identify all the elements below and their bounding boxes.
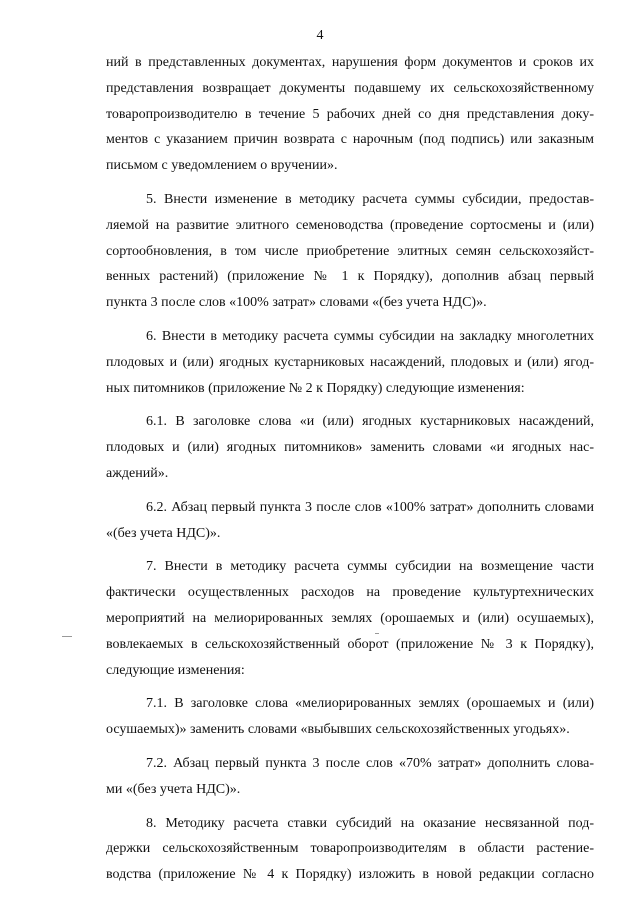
text-line: сортообновления, в том числе приобретение элитных семян сельскохозяйст- bbox=[106, 243, 594, 259]
text-line: плодовых и (или) ягодных питомников» заменить словами «и ягодных нас- bbox=[106, 440, 594, 456]
text-line: 6.2. Абзац первый пункта 3 после слов «100% затрат» дополнить словами bbox=[146, 499, 594, 515]
text-line: 7.2. Абзац первый пункта 3 после слов «70% затрат» дополнить слова- bbox=[146, 755, 594, 771]
text-line: ми «(без учета НДС)». bbox=[106, 781, 241, 797]
text-line: венных растений) (приложение № 1 к Порядку), дополнив абзац первый bbox=[106, 269, 594, 285]
text-line: аждений». bbox=[106, 465, 169, 481]
text-line: «(без учета НДС)». bbox=[106, 525, 221, 541]
text-line: 5. Внести изменение в методику расчета суммы субсидии, предостав- bbox=[146, 191, 594, 207]
text-line: мероприятий на мелиорированных землях (орошаемых и (или) осушаемых), bbox=[106, 610, 594, 626]
text-line: ляемой на развитие элитного семеноводства (проведение сортосмены и (или) bbox=[106, 217, 594, 233]
document-body bbox=[106, 50, 594, 888]
text-line: 6. Внести в методику расчета суммы субсидии на закладку многолетних bbox=[146, 328, 594, 344]
paragraph bbox=[106, 751, 594, 803]
text-line: фактически осуществленных расходов на проведение культуртехнических bbox=[106, 585, 594, 601]
paragraph bbox=[106, 691, 594, 743]
text-line: ментов с указанием причин возврата с нарочным (под подпись) или заказным bbox=[106, 132, 594, 148]
scan-artifact-mark bbox=[62, 636, 72, 637]
paragraph bbox=[106, 409, 594, 486]
paragraph bbox=[106, 811, 594, 888]
scan-artifact-mark bbox=[375, 633, 379, 634]
paragraph bbox=[106, 324, 594, 401]
paragraph bbox=[106, 187, 594, 316]
text-line: держки сельскохозяйственным товаропроизводителям в области растение- bbox=[106, 841, 594, 857]
text-line: вовлекаемых в сельскохозяйственный оборот (приложение № 3 к Порядку), bbox=[106, 636, 594, 652]
paragraph bbox=[106, 50, 594, 179]
text-line: ных питомников (приложение № 2 к Порядку) следующие изменения: bbox=[106, 380, 525, 396]
text-line: следующие изменения: bbox=[106, 662, 245, 678]
text-line: 8. Методику расчета ставки субсидий на оказание несвязанной под- bbox=[146, 815, 594, 831]
text-line: представления возвращает документы подавшему их сельскохозяйственному bbox=[106, 80, 594, 96]
text-line: ний в представленных документах, нарушения форм документов и сроков их bbox=[106, 55, 594, 70]
page-number: 4 bbox=[316, 28, 324, 43]
text-line: 7. Внести в методику расчета суммы субсидии на возмещение части bbox=[146, 559, 594, 575]
text-line: пункта 3 после слов «100% затрат» словами «(без учета НДС)». bbox=[106, 295, 487, 311]
text-line: 7.1. В заголовке слова «мелиорированных землях (орошаемых и (или) bbox=[146, 696, 594, 712]
text-line: осушаемых)» заменить словами «выбывших сельскохозяйственных угодьях». bbox=[106, 722, 570, 738]
text-line: письмом с уведомлением о вручении». bbox=[106, 158, 338, 174]
text-line: товаропроизводителю в течение 5 рабочих дней со дня представления доку- bbox=[106, 106, 594, 122]
paragraph bbox=[106, 495, 594, 547]
text-line: 6.1. В заголовке слова «и (или) ягодных кустарниковых насаждений, bbox=[146, 414, 594, 430]
text-line: водства (приложение № 4 к Порядку) изложить в новой редакции согласно bbox=[106, 867, 594, 883]
paragraph bbox=[106, 554, 594, 683]
text-line: плодовых и (или) ягодных кустарниковых насаждений, плодовых и (или) ягод- bbox=[106, 354, 594, 370]
